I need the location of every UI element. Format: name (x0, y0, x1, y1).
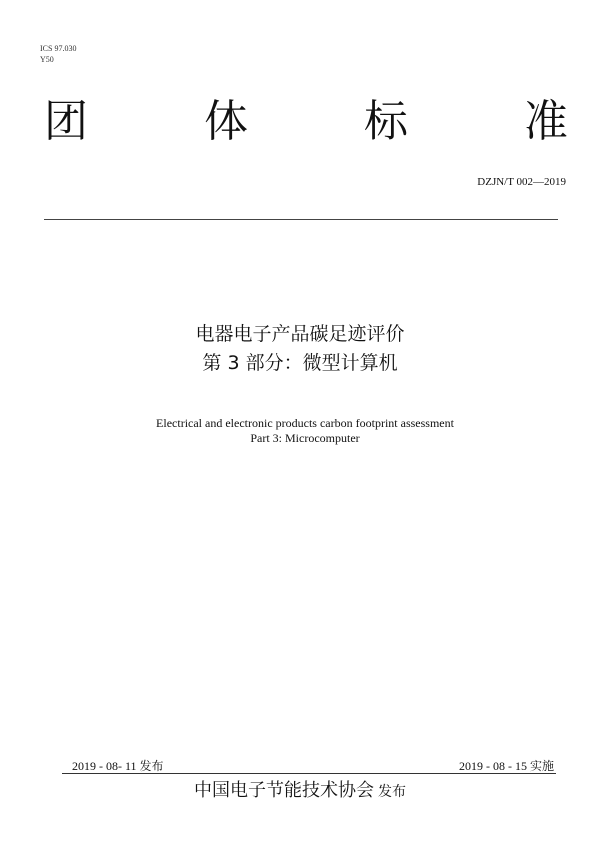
ccs-code: Y50 (40, 55, 54, 64)
english-title-line-1: Electrical and electronic products carbon footprint assessment (156, 416, 454, 430)
chinese-title (0, 320, 600, 378)
chinese-title-line-2: 第 3 部分：微型计算机 (202, 352, 398, 374)
footer-divider (62, 773, 556, 774)
english-title (0, 416, 600, 446)
ics-code: ICS 97.030 (40, 44, 77, 53)
title-char-3: 标 (364, 96, 408, 147)
publisher (0, 778, 600, 805)
publisher-suffix: 发布 (378, 784, 406, 800)
chinese-title-line-1: 电器电子产品碳足迹评价 (195, 323, 405, 345)
english-title-line-2: Part 3: Microcomputer (250, 431, 360, 445)
standard-number: DZJN/T 002—2019 (477, 176, 566, 188)
document-type-title (0, 92, 600, 152)
implement-date: 2019 - 08 - 15 实施 (459, 759, 554, 773)
classification-codes (40, 43, 76, 65)
title-char-1: 团 (44, 96, 88, 147)
publisher-name: 中国电子节能技术协会 (194, 780, 374, 801)
header-divider (44, 219, 558, 220)
publish-date: 2019 - 08- 11 发布 (72, 759, 164, 773)
title-char-2: 体 (204, 96, 248, 147)
title-char-4: 准 (524, 96, 568, 147)
